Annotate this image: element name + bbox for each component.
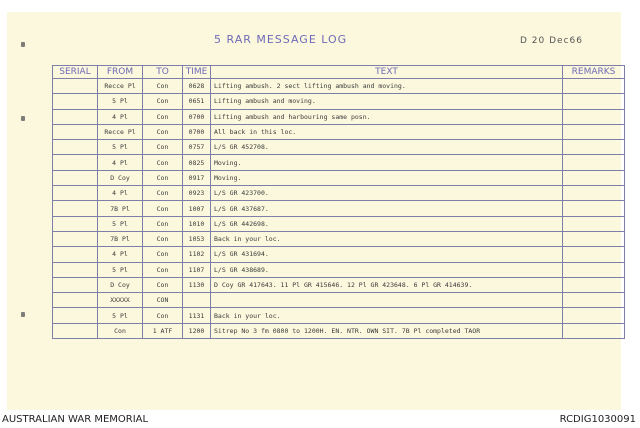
cell-time: 1102 bbox=[183, 247, 211, 262]
cell-serial bbox=[53, 124, 98, 139]
cell-text: Back in your loc. bbox=[211, 231, 563, 246]
cell-remarks bbox=[563, 109, 625, 124]
table-row bbox=[53, 247, 625, 262]
cell-serial bbox=[53, 293, 98, 308]
cell-text: Moving. bbox=[211, 155, 563, 170]
column-header-time: TIME bbox=[183, 66, 211, 79]
footer-institution: AUSTRALIAN WAR MEMORIAL bbox=[2, 414, 149, 425]
footer-record-id: RCDIG1030091 bbox=[559, 414, 636, 425]
cell-text: D Coy GR 417643. 11 Pl GR 415646. 12 Pl GR 423648. 6 Pl GR 414639. bbox=[211, 277, 563, 292]
cell-text: Lifting ambush and moving. bbox=[211, 94, 563, 109]
column-header-from: FROM bbox=[98, 66, 143, 79]
cell-serial bbox=[53, 231, 98, 246]
table-row bbox=[53, 201, 625, 216]
table-row bbox=[53, 216, 625, 231]
document-date: D 20 Dec66 bbox=[520, 36, 583, 46]
table-row bbox=[53, 155, 625, 170]
cell-remarks bbox=[563, 186, 625, 201]
cell-time: 1131 bbox=[183, 308, 211, 323]
cell-serial bbox=[53, 201, 98, 216]
cell-to: Con bbox=[143, 216, 183, 231]
cell-time: 1107 bbox=[183, 262, 211, 277]
cell-remarks bbox=[563, 231, 625, 246]
punch-hole bbox=[21, 312, 25, 317]
cell-to: Con bbox=[143, 109, 183, 124]
cell-serial bbox=[53, 140, 98, 155]
cell-text: L/S GR 423700. bbox=[211, 186, 563, 201]
cell-time: 0825 bbox=[183, 155, 211, 170]
table-row bbox=[53, 94, 625, 109]
cell-to: Con bbox=[143, 170, 183, 185]
cell-to: Con bbox=[143, 186, 183, 201]
cell-remarks bbox=[563, 308, 625, 323]
cell-from: D Coy bbox=[98, 170, 143, 185]
document-title: 5 RAR MESSAGE LOG bbox=[214, 33, 348, 46]
cell-to: Con bbox=[143, 231, 183, 246]
cell-from: XXXXX bbox=[98, 293, 143, 308]
cell-time: 1007 bbox=[183, 201, 211, 216]
cell-remarks bbox=[563, 293, 625, 308]
cell-time: 1053 bbox=[183, 231, 211, 246]
cell-time: 0917 bbox=[183, 170, 211, 185]
cell-remarks bbox=[563, 262, 625, 277]
cell-from: 5 Pl bbox=[98, 94, 143, 109]
punch-hole bbox=[21, 42, 25, 47]
cell-time: 0651 bbox=[183, 94, 211, 109]
cell-to: Con bbox=[143, 155, 183, 170]
cell-serial bbox=[53, 155, 98, 170]
table-row bbox=[53, 262, 625, 277]
cell-from: 4 Pl bbox=[98, 109, 143, 124]
cell-from: Recce Pl bbox=[98, 79, 143, 94]
cell-from: Recce Pl bbox=[98, 124, 143, 139]
cell-serial bbox=[53, 277, 98, 292]
cell-to: Con bbox=[143, 94, 183, 109]
table-row bbox=[53, 308, 625, 323]
cell-to: Con bbox=[143, 277, 183, 292]
table-row bbox=[53, 186, 625, 201]
cell-remarks bbox=[563, 94, 625, 109]
cell-remarks bbox=[563, 216, 625, 231]
column-header-to: TO bbox=[143, 66, 183, 79]
cell-remarks bbox=[563, 124, 625, 139]
column-header-serial: SERIAL bbox=[53, 66, 98, 79]
cell-time: 1010 bbox=[183, 216, 211, 231]
cell-to: Con bbox=[143, 124, 183, 139]
cell-time: 0923 bbox=[183, 186, 211, 201]
cell-time bbox=[183, 293, 211, 308]
cell-text: L/S GR 452708. bbox=[211, 140, 563, 155]
table-row bbox=[53, 293, 625, 308]
table-row bbox=[53, 79, 625, 94]
cell-from: 7B Pl bbox=[98, 231, 143, 246]
cell-serial bbox=[53, 79, 98, 94]
cell-from: 4 Pl bbox=[98, 247, 143, 262]
cell-remarks bbox=[563, 247, 625, 262]
table-row bbox=[53, 109, 625, 124]
cell-text: L/S GR 442698. bbox=[211, 216, 563, 231]
table-row bbox=[53, 231, 625, 246]
cell-remarks bbox=[563, 201, 625, 216]
cell-to: Con bbox=[143, 79, 183, 94]
cell-from: 4 Pl bbox=[98, 155, 143, 170]
cell-serial bbox=[53, 262, 98, 277]
cell-from: 4 Pl bbox=[98, 186, 143, 201]
cell-from: 5 Pl bbox=[98, 262, 143, 277]
cell-time: 1200 bbox=[183, 323, 211, 338]
cell-to: Con bbox=[143, 247, 183, 262]
table-row bbox=[53, 124, 625, 139]
cell-remarks bbox=[563, 277, 625, 292]
log-entries bbox=[53, 79, 625, 339]
cell-serial bbox=[53, 109, 98, 124]
cell-time: 1130 bbox=[183, 277, 211, 292]
cell-to: Con bbox=[143, 262, 183, 277]
cell-serial bbox=[53, 323, 98, 338]
cell-remarks bbox=[563, 155, 625, 170]
cell-text: Moving. bbox=[211, 170, 563, 185]
cell-from: Con bbox=[98, 323, 143, 338]
cell-text: All back in this loc. bbox=[211, 124, 563, 139]
column-header-remarks: REMARKS bbox=[563, 66, 625, 79]
cell-time: 0700 bbox=[183, 109, 211, 124]
cell-from: 5 Pl bbox=[98, 216, 143, 231]
cell-time: 0757 bbox=[183, 140, 211, 155]
cell-text: L/S GR 431694. bbox=[211, 247, 563, 262]
table-header-row bbox=[53, 66, 625, 79]
cell-remarks bbox=[563, 140, 625, 155]
cell-remarks bbox=[563, 79, 625, 94]
cell-from: 5 Pl bbox=[98, 308, 143, 323]
cell-from: D Coy bbox=[98, 277, 143, 292]
cell-to: CON bbox=[143, 293, 183, 308]
cell-to: Con bbox=[143, 201, 183, 216]
punch-hole bbox=[21, 116, 25, 121]
cell-text: L/S GR 438689. bbox=[211, 262, 563, 277]
table-row bbox=[53, 323, 625, 338]
cell-serial bbox=[53, 186, 98, 201]
cell-text: Sitrep No 3 fm 0800 to 1200H. EN. NTR. OWN SIT. 7B Pl completed TAOR bbox=[211, 323, 563, 338]
cell-text: Lifting ambush and harbouring same posn. bbox=[211, 109, 563, 124]
cell-text bbox=[211, 293, 563, 308]
cell-text: Lifting ambush. 2 sect lifting ambush and moving. bbox=[211, 79, 563, 94]
cell-remarks bbox=[563, 323, 625, 338]
table-row bbox=[53, 170, 625, 185]
cell-serial bbox=[53, 94, 98, 109]
cell-serial bbox=[53, 247, 98, 262]
cell-time: 0700 bbox=[183, 124, 211, 139]
cell-to: 1 ATF bbox=[143, 323, 183, 338]
cell-from: 5 Pl bbox=[98, 140, 143, 155]
column-header-text: TEXT bbox=[211, 66, 563, 79]
cell-time: 0628 bbox=[183, 79, 211, 94]
cell-to: Con bbox=[143, 308, 183, 323]
cell-to: Con bbox=[143, 140, 183, 155]
cell-text: Back in your loc. bbox=[211, 308, 563, 323]
cell-text: L/S GR 437687. bbox=[211, 201, 563, 216]
cell-serial bbox=[53, 170, 98, 185]
table-row bbox=[53, 277, 625, 292]
cell-serial bbox=[53, 308, 98, 323]
table-row bbox=[53, 140, 625, 155]
message-log-table bbox=[52, 65, 625, 339]
cell-remarks bbox=[563, 170, 625, 185]
cell-serial bbox=[53, 216, 98, 231]
cell-from: 7B Pl bbox=[98, 201, 143, 216]
